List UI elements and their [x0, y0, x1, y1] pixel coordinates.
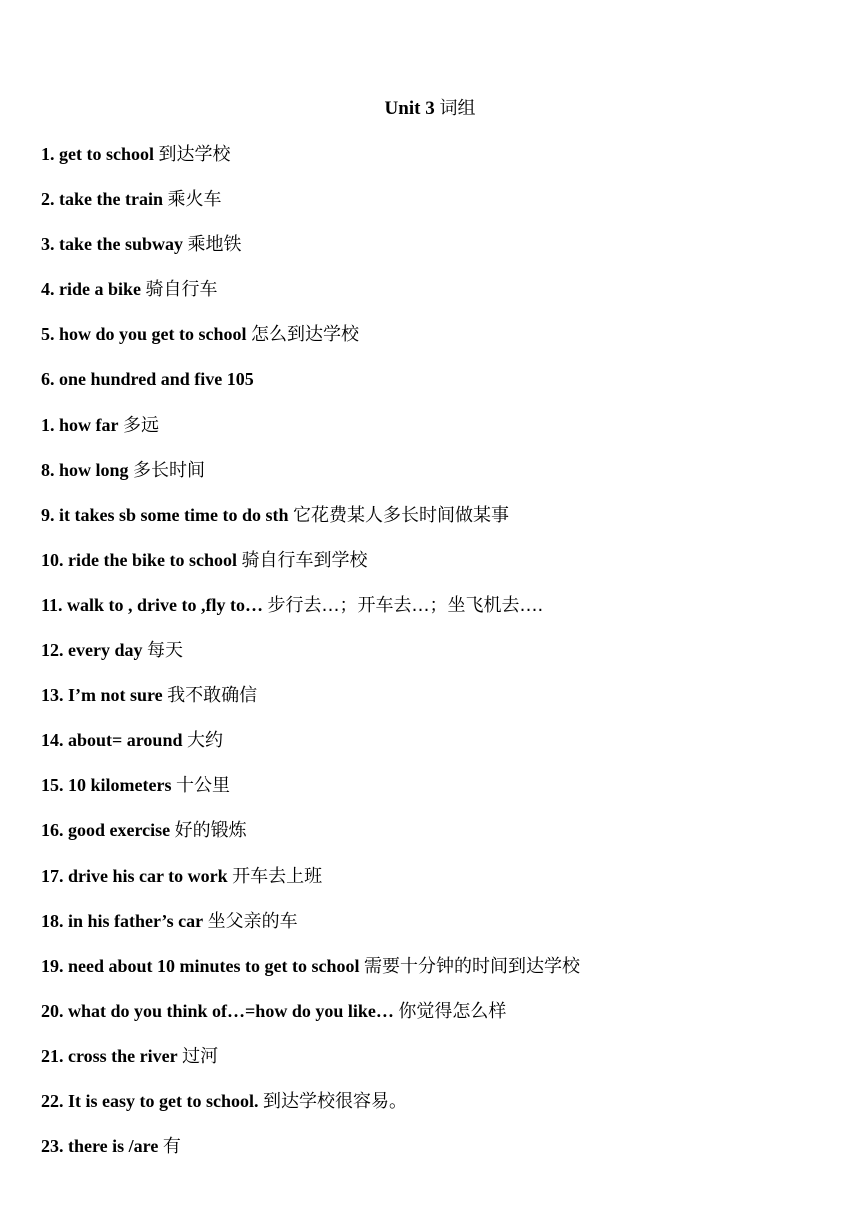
item-english-phrase: good exercise: [68, 820, 171, 841]
item-number: 18.: [41, 910, 64, 931]
item-number: 13.: [41, 685, 64, 706]
item-number: 1.: [41, 144, 55, 164]
item-number: 21.: [41, 1045, 64, 1066]
item-number: 12.: [41, 640, 64, 661]
list-item: [41, 457, 841, 502]
item-chinese-translation: 好的锻炼: [174, 820, 247, 842]
item-english-phrase: take the train: [59, 189, 163, 210]
item-chinese-translation: 到达学校很容易。: [262, 1090, 407, 1112]
item-english-phrase: there is /are: [68, 1136, 159, 1157]
item-english-phrase: ride a bike: [59, 279, 142, 300]
item-english-phrase: get to school: [59, 144, 154, 164]
item-english-phrase: 10 kilometers: [68, 775, 172, 796]
item-chinese-translation: 多远: [123, 414, 159, 436]
list-item: [41, 321, 841, 366]
item-english-phrase: about= around: [68, 730, 183, 751]
list-item: [41, 502, 841, 547]
item-chinese-translation: 坐父亲的车: [207, 910, 298, 932]
list-item: [41, 637, 841, 682]
item-number: 5.: [41, 324, 55, 345]
item-chinese-translation: 十公里: [175, 775, 230, 797]
item-chinese-translation: 乘火车: [167, 189, 222, 211]
list-item: [41, 727, 841, 772]
item-number: 19.: [41, 955, 64, 976]
item-english-phrase: take the subway: [59, 234, 184, 255]
item-chinese-translation: 开车去上班: [232, 865, 323, 887]
item-english-phrase: in his father’s car: [68, 910, 204, 931]
page-title: [0, 96, 860, 122]
item-chinese-translation: 骑自行车: [145, 279, 218, 301]
item-english-phrase: every day: [68, 640, 143, 661]
item-chinese-translation: 骑自行车到学校: [241, 549, 368, 571]
list-item: [41, 231, 841, 276]
list-item: [41, 863, 841, 908]
item-chinese-translation: 有: [162, 1136, 181, 1158]
item-number: 20.: [41, 1000, 64, 1021]
item-english-phrase: it takes sb some time to do sth: [59, 504, 289, 525]
list-item: [41, 547, 841, 592]
list-item: [41, 1133, 841, 1178]
list-item: [41, 908, 841, 953]
list-item: [41, 276, 841, 321]
item-english-phrase: I’m not sure: [68, 685, 163, 706]
item-english-phrase: drive his car to work: [68, 865, 228, 886]
item-english-phrase: walk to , drive to ,fly to…: [67, 594, 263, 615]
list-item: [41, 772, 841, 817]
list-item: [41, 1088, 841, 1133]
item-number: 1.: [41, 414, 55, 435]
item-chinese-translation: 过河: [182, 1045, 219, 1067]
item-chinese-translation: 多长时间: [133, 459, 206, 481]
item-english-phrase: cross the river: [68, 1045, 178, 1066]
item-chinese-translation: 乘地铁: [187, 234, 242, 256]
item-number: 23.: [41, 1136, 64, 1157]
item-chinese-translation: 步行去…；开车去…；坐飞机去….: [267, 594, 544, 616]
item-number: 14.: [41, 730, 64, 751]
item-chinese-translation: 需要十分钟的时间到达学校: [364, 955, 580, 977]
item-number: 8.: [41, 459, 55, 480]
list-item: [41, 141, 841, 186]
item-number: 9.: [41, 504, 55, 525]
item-number: 16.: [41, 820, 64, 841]
item-number: 10.: [41, 549, 64, 570]
item-chinese-translation: 每天: [146, 640, 183, 662]
item-chinese-translation: 你觉得怎么样: [398, 1000, 507, 1022]
list-item: [41, 682, 841, 727]
item-chinese-translation: 大约: [186, 730, 223, 752]
list-item: [41, 186, 841, 231]
item-english-phrase: how do you get to school: [59, 324, 247, 345]
item-chinese-translation: 怎么到达学校: [251, 324, 360, 346]
list-item: [41, 592, 841, 637]
list-item: [41, 953, 841, 998]
item-number: 6.: [41, 369, 55, 390]
item-english-phrase: one hundred and five 105: [59, 369, 254, 390]
title-english: Unit 3: [384, 98, 435, 119]
item-number: 15.: [41, 775, 64, 796]
item-english-phrase: ride the bike to school: [68, 549, 237, 570]
item-number: 11.: [41, 594, 63, 615]
item-number: 17.: [41, 865, 64, 886]
title-chinese: 词组: [439, 98, 476, 119]
list-item: [41, 412, 841, 457]
item-chinese-translation: 到达学校: [158, 144, 231, 165]
item-english-phrase: how long: [59, 459, 129, 480]
item-number: 3.: [41, 234, 55, 255]
list-item: [41, 366, 841, 411]
item-english-phrase: how far: [59, 414, 119, 435]
item-number: 2.: [41, 189, 55, 210]
list-item: [41, 1043, 841, 1088]
item-english-phrase: need about 10 minutes to get to school: [68, 955, 360, 976]
item-chinese-translation: 它花费某人多长时间做某事: [293, 504, 509, 526]
item-english-phrase: what do you think of…=how do you like…: [68, 1000, 394, 1021]
list-item: [41, 998, 841, 1043]
item-number: 4.: [41, 279, 55, 300]
list-item: [41, 817, 841, 862]
item-chinese-translation: 我不敢确信: [167, 685, 258, 707]
item-number: 22.: [41, 1090, 64, 1111]
item-english-phrase: It is easy to get to school.: [68, 1090, 259, 1111]
phrase-list: [41, 141, 841, 1178]
